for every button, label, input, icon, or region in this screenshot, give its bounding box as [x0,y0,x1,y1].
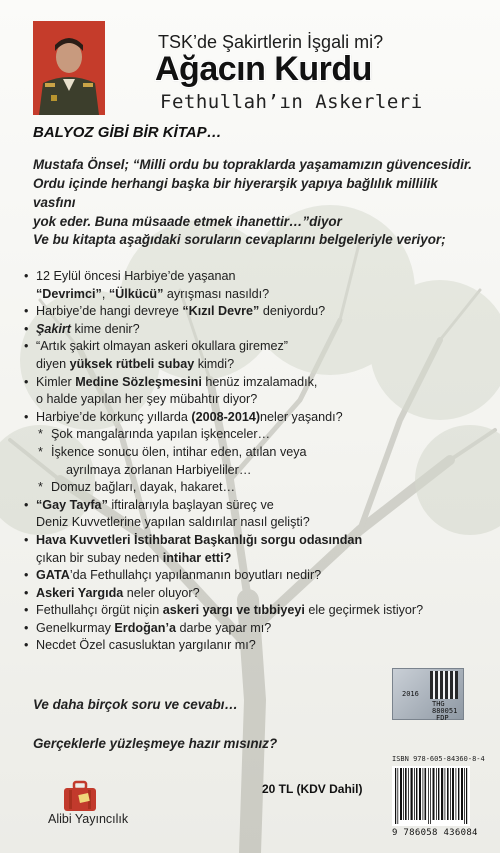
item-text: darbe yapar mı? [176,620,272,635]
item-text: deniyordu? [259,304,326,319]
item-text: o halde yapılan her şey mübahtır diyor? [36,392,258,407]
question-list [22,268,482,655]
intro-text: Ve bu kitapta aşağıdaki soruların cevaplarını belgeleriyle veriyor; [33,232,446,247]
barcode-number: 9 786058 436084 [392,828,478,838]
item-text: İşkence sonucu ölen, intihar eden, atılan veya [51,444,307,459]
item-text: intihar etti? [162,550,232,565]
quote-line: yok eder. Buna müsaade etmek ihanettir…”diyor [33,214,342,229]
bullet-icon: • [24,568,29,583]
item-text: diyen [36,356,70,371]
item-text: (2008-2014) [191,409,261,424]
item-text: Deniz Kuvvetlerine yapılan saldırılar nasıl gelişti? [36,515,310,530]
list-item [22,338,482,356]
item-text: kimdi? [194,356,235,371]
item-text: ele geçirmek istiyor? [304,603,424,618]
item-text: , [101,286,109,301]
book-title: Ağacın Kurdu [155,50,372,88]
book-tagline: Fethullah’ın Askerleri [160,91,423,113]
item-text: Erdoğan’a [114,620,176,635]
bullet-icon: • [24,321,29,336]
quote-line: Mustafa Önsel; “Milli ordu bu topraklarda yaşamamızın güvencesidir. [33,157,473,172]
item-text: 12 Eylül öncesi Harbiye’de yaşanan [36,269,236,283]
sticker-year: 2016 [402,690,419,698]
cover-subtitle: TSK’de Şakirtlerin İşgali mi? [158,32,384,52]
price-label: 20 TL (KDV Dahil) [262,782,363,796]
bullet-icon: • [24,339,29,354]
asterisk-icon: * [38,480,43,495]
bullet-icon: • [24,620,29,635]
bullet-icon: • [24,269,29,283]
bullet-icon: • [24,409,29,424]
item-text: neler oluyor? [123,585,200,600]
list-item [22,479,482,497]
list-item [22,409,482,427]
item-text: GATA [36,568,70,583]
list-item [22,374,482,392]
list-item [22,426,482,444]
asterisk-icon: * [38,444,43,459]
list-item [22,268,482,286]
list-item [22,391,482,409]
more-text: Ve daha birçok soru ve cevabı… [33,697,238,712]
item-text: Genelkurmay [36,620,115,635]
list-item [22,585,482,603]
bullet-icon: • [24,304,29,319]
isbn-text: ISBN 978-605-84360-8-4 [392,755,485,763]
item-text: ’da Fethullahçı yapılanmanın boyutları nedir? [69,568,322,583]
author-quote [33,155,473,231]
item-text: Medine Sözleşmesini [75,374,202,389]
item-text: Hava Kuvvetleri İstihbarat Başkanlığı sorgu odasından [36,532,363,547]
item-text: iftiralarıyla başlayan süreç ve [107,497,274,512]
item-text: Harbiye’de korkunç yıllarda [36,409,192,424]
author-photo [33,21,105,115]
bullet-icon: • [24,374,29,389]
list-item [22,462,482,480]
item-text: Domuz bağları, dayak, hakaret… [51,480,236,495]
item-text: Şok mangalarında yapılan işkenceler… [51,427,271,442]
suitcase-logo-icon [63,780,97,812]
item-text: henüz imzalamadık, [201,374,318,389]
item-text: Fethullahçı örgüt niçin [36,603,163,618]
quote-line: Ordu içinde herhangi başka bir hiyerarşik yapıya bağlılık millilik vasfını [33,176,438,210]
list-item [22,602,482,620]
item-text: “Kızıl Devre” [182,304,260,319]
sticker-code: THG [432,700,445,708]
blurb-heading: BALYOZ GİBİ BİR KİTAP… [33,124,222,141]
list-item [22,514,482,532]
list-item [22,637,482,655]
item-text: çıkan bir subay neden [36,550,163,565]
bullet-icon: • [24,532,29,547]
list-item [22,550,482,568]
list-item [22,321,482,339]
bullet-icon: • [24,497,29,512]
sticker-code: FDP [436,714,449,722]
item-text: Necdet Özel casusluktan yargılanır mı? [36,638,256,653]
qr-code [430,671,458,699]
item-text: ayrılmaya zorlanan Harbiyeliler… [66,462,252,477]
item-text: “Devrimci” [36,286,102,301]
list-item [22,356,482,374]
item-text: Harbiye’de hangi devreye [36,304,183,319]
item-text: neler yaşandı? [260,409,343,424]
list-item [22,620,482,638]
list-item [22,497,482,515]
item-text: “Ülkücü” [108,286,164,301]
item-text: kime denir? [71,321,140,336]
list-item [22,303,482,321]
barcode [392,766,470,826]
asterisk-icon: * [38,427,43,442]
list-item [22,567,482,585]
item-text: yüksek rütbeli subay [69,356,195,371]
item-text: Şakirt [36,321,72,336]
item-text: Askeri Yargıda [36,585,124,600]
bullet-icon: • [24,585,29,600]
bullet-icon: • [24,638,29,653]
item-text: askeri yargı ve tıbbiyeyi [162,603,305,618]
list-item [22,444,482,462]
sticker-code: 880051 [432,707,458,715]
list-item [22,286,482,304]
item-text: Kimler [36,374,76,389]
bullet-icon: • [24,603,29,618]
closing-question: Gerçeklerle yüzleşmeye hazır mısınız? [33,736,278,751]
item-text: ayrışması nasıldı? [163,286,270,301]
list-item [22,532,482,550]
publisher-name: Alibi Yayıncılık [48,812,129,826]
item-text: “Artık şakirt olmayan askeri okullara giremez” [36,339,288,354]
item-text: “Gay Tayfa” [36,497,108,512]
